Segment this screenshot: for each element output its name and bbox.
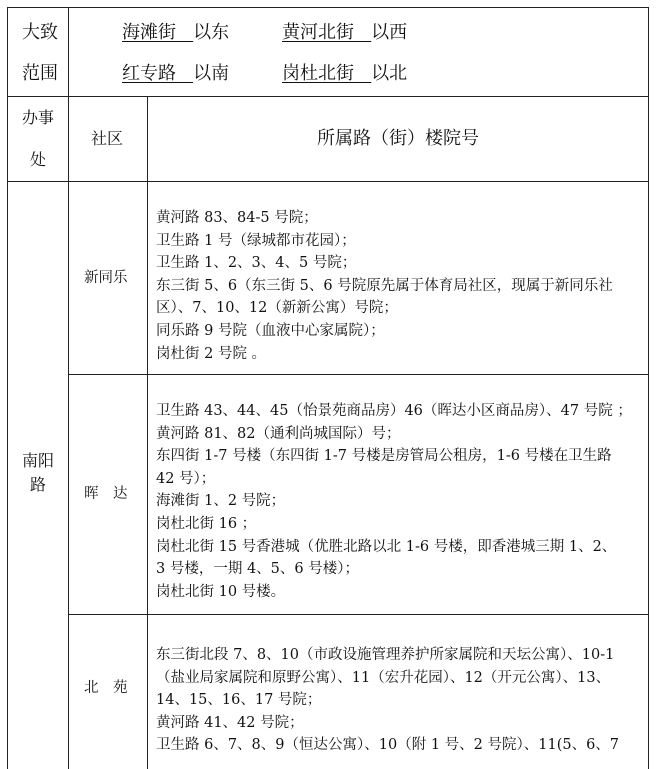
- table-border-top: [7, 7, 649, 8]
- address-line: 东四街 1-7 号楼（东四街 1-7 号楼是房管局公租房，1-6 号楼在卫生路: [156, 448, 612, 465]
- community-addresses: [156, 400, 632, 603]
- address-line: 42 号）；: [156, 470, 216, 487]
- boundary-north: [122, 24, 229, 42]
- table-divider-columns: [7, 181, 649, 182]
- table-border-right: [648, 7, 649, 769]
- boundary-west: [282, 65, 407, 83]
- address-line: 卫生路 1 号（绿城都市花园）；: [156, 232, 356, 249]
- table-divider-header: [7, 96, 649, 97]
- north-dir: 以东: [193, 22, 230, 43]
- boundary-east: [282, 24, 407, 42]
- address-line: 岗杜北街 15 号香港城（优胜北路以北 1-6 号楼，即香港城三期 1、2、: [156, 538, 617, 555]
- office-name-line1: 南阳: [22, 451, 55, 470]
- east-dir: 以西: [371, 22, 408, 43]
- community-name: 晖 达: [84, 486, 128, 502]
- west-road: 岗杜北街: [282, 63, 354, 84]
- address-line: 同乐路 9 号院（血液中心家属院）；: [156, 322, 385, 339]
- table-divider-row1: [68, 374, 649, 375]
- south-dir: 以南: [193, 63, 230, 84]
- address-line: 卫生路 43、44、45（怡景苑商品房）46（晖达小区商品房）、47 号院 ；: [156, 403, 632, 419]
- address-line: 黄河路 81、82（通利尚城国际）号；: [156, 425, 401, 442]
- address-line: 卫生路 1、2、3、4、5 号院；: [156, 255, 357, 272]
- address-line: 东三街北段 7、8、10（市政设施管理养护所家属院和天坛公寓）、10-1: [156, 647, 615, 663]
- address-line: 岗杜北街 16 ；: [156, 515, 257, 532]
- table-divider-row2: [68, 614, 649, 615]
- office-name-line2: 路: [30, 475, 47, 494]
- address-line: 海滩街 1、2 号院；: [156, 493, 286, 510]
- table-border-left: [7, 7, 8, 769]
- community-addresses: [156, 644, 619, 757]
- north-road: 海滩街: [122, 22, 176, 43]
- address-line: 岗杜北街 10 号楼。: [156, 583, 286, 600]
- community-addresses: [156, 207, 613, 365]
- range-label-line1: 大致: [22, 22, 58, 43]
- address-line: 黄河路 83、84-5 号院；: [156, 210, 318, 226]
- boundary-south: [122, 65, 229, 83]
- address-line: 14、15、16、17 号院；: [156, 692, 322, 709]
- range-label-line2: 范围: [22, 63, 58, 84]
- col-office-line1: 办事: [22, 108, 55, 127]
- address-line: 黄河路 41、42 号院；: [156, 714, 304, 731]
- east-road: 黄河北街: [282, 22, 354, 43]
- address-line: （盐业局家属院和原野公寓）、11（宏升花园）、12（开元公寓）、13、: [156, 669, 611, 686]
- col-community: 社区: [91, 129, 124, 148]
- address-line: 东三街 5、6（东三街 5、6 号院原先属于体育局社区，现属于新同乐社: [156, 277, 613, 294]
- community-name: 北 苑: [84, 680, 128, 696]
- address-line: 3 号楼，一期 4、5、6 号楼）；: [156, 561, 359, 578]
- table-divider-community: [147, 96, 148, 769]
- table-divider-office: [68, 7, 69, 769]
- community-name: 新同乐: [84, 270, 128, 286]
- col-addresses: 所属路（街）楼院号: [317, 128, 479, 149]
- address-line: 区）、7、10、12（新新公寓）号院；: [156, 300, 398, 317]
- address-line: 岗杜街 2 号院 。: [156, 345, 267, 362]
- south-road: 红专路: [122, 63, 176, 84]
- address-line: 卫生路 6、7、8、9（恒达公寓）、10（附 1 号、2 号院）、11(5、6、7: [156, 737, 620, 754]
- west-dir: 以北: [371, 63, 408, 84]
- col-office-line2: 处: [30, 150, 47, 169]
